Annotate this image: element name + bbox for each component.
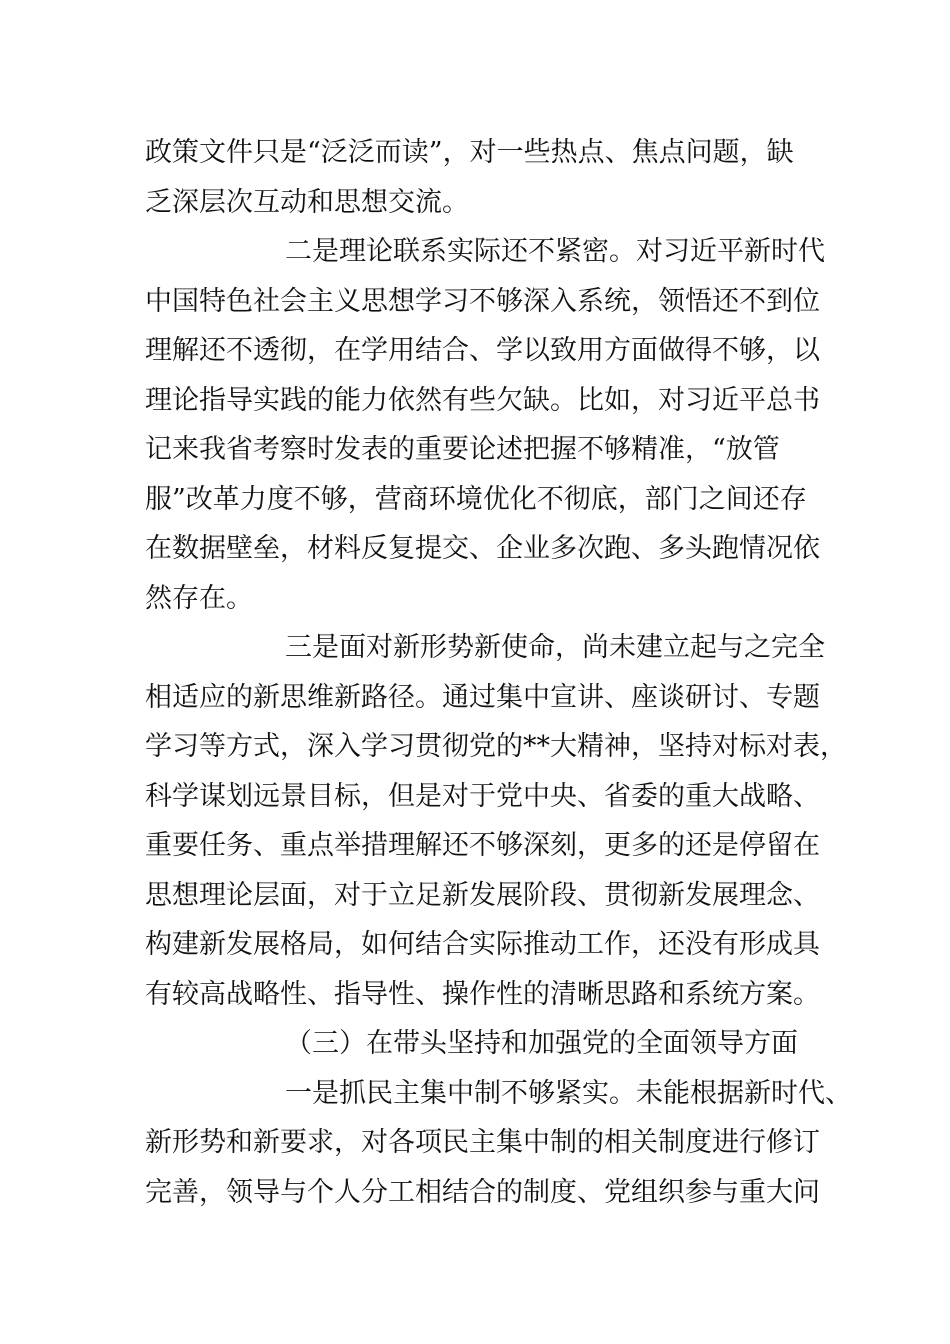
body-line: 中国特色社会主义思想学习不够深入系统，领悟还不到位	[145, 285, 820, 317]
body-line: 完善，领导与个人分工相结合的制度、党组织参与重大问	[145, 1176, 820, 1208]
body-line: 有较高战略性、指导性、操作性的清晰思路和系统方案。	[145, 978, 820, 1010]
body-line: 科学谋划远景目标，但是对于党中央、省委的重大战略、	[145, 780, 820, 812]
document-body	[145, 128, 852, 1217]
body-line: 新形势和新要求，对各项民主集中制的相关制度进行修订	[145, 1127, 820, 1158]
body-line: 政策文件只是“泛泛而读”，对一些热点、焦点问题，缺	[145, 137, 794, 168]
section-heading: （三）在带头坚持和加强党的全面领导方面	[285, 1028, 798, 1059]
paragraph-start-line: 三是面对新形势新使命，尚未建立起与之完全	[285, 632, 825, 663]
body-line: 思想理论层面，对于立足新发展阶段、贯彻新发展理念、	[145, 879, 820, 911]
body-line: 相适应的新思维新路径。通过集中宣讲、座谈研讨、专题	[145, 681, 820, 713]
body-line: 学习等方式，深入学习贯彻党的**大精神，坚持对标对表，	[145, 731, 847, 762]
body-line: 然存在。	[145, 582, 253, 614]
paragraph-start-line: 一是抓民主集中制不够紧实。未能根据新时代、	[285, 1077, 852, 1109]
paragraph-start-line: 二是理论联系实际还不紧密。对习近平新时代	[285, 236, 825, 267]
body-line: 记来我省考察时发表的重要论述把握不够精准，“放管	[145, 434, 780, 465]
body-line: 服”改革力度不够，营商环境优化不彻底，部门之间还存	[145, 483, 807, 515]
body-line: 乏深层次互动和思想交流。	[145, 186, 469, 218]
body-line: 在数据壁垒，材料反复提交、企业多次跑、多头跑情况依	[145, 533, 820, 564]
body-line: 理解还不透彻，在学用结合、学以致用方面做得不够，以	[145, 335, 820, 366]
body-line: 构建新发展格局，如何结合实际推动工作，还没有形成具	[145, 929, 820, 960]
body-line: 理论指导实践的能力依然有些欠缺。比如，对习近平总书	[145, 384, 820, 416]
body-line: 重要任务、重点举措理解还不够深刻，更多的还是停留在	[145, 830, 820, 861]
